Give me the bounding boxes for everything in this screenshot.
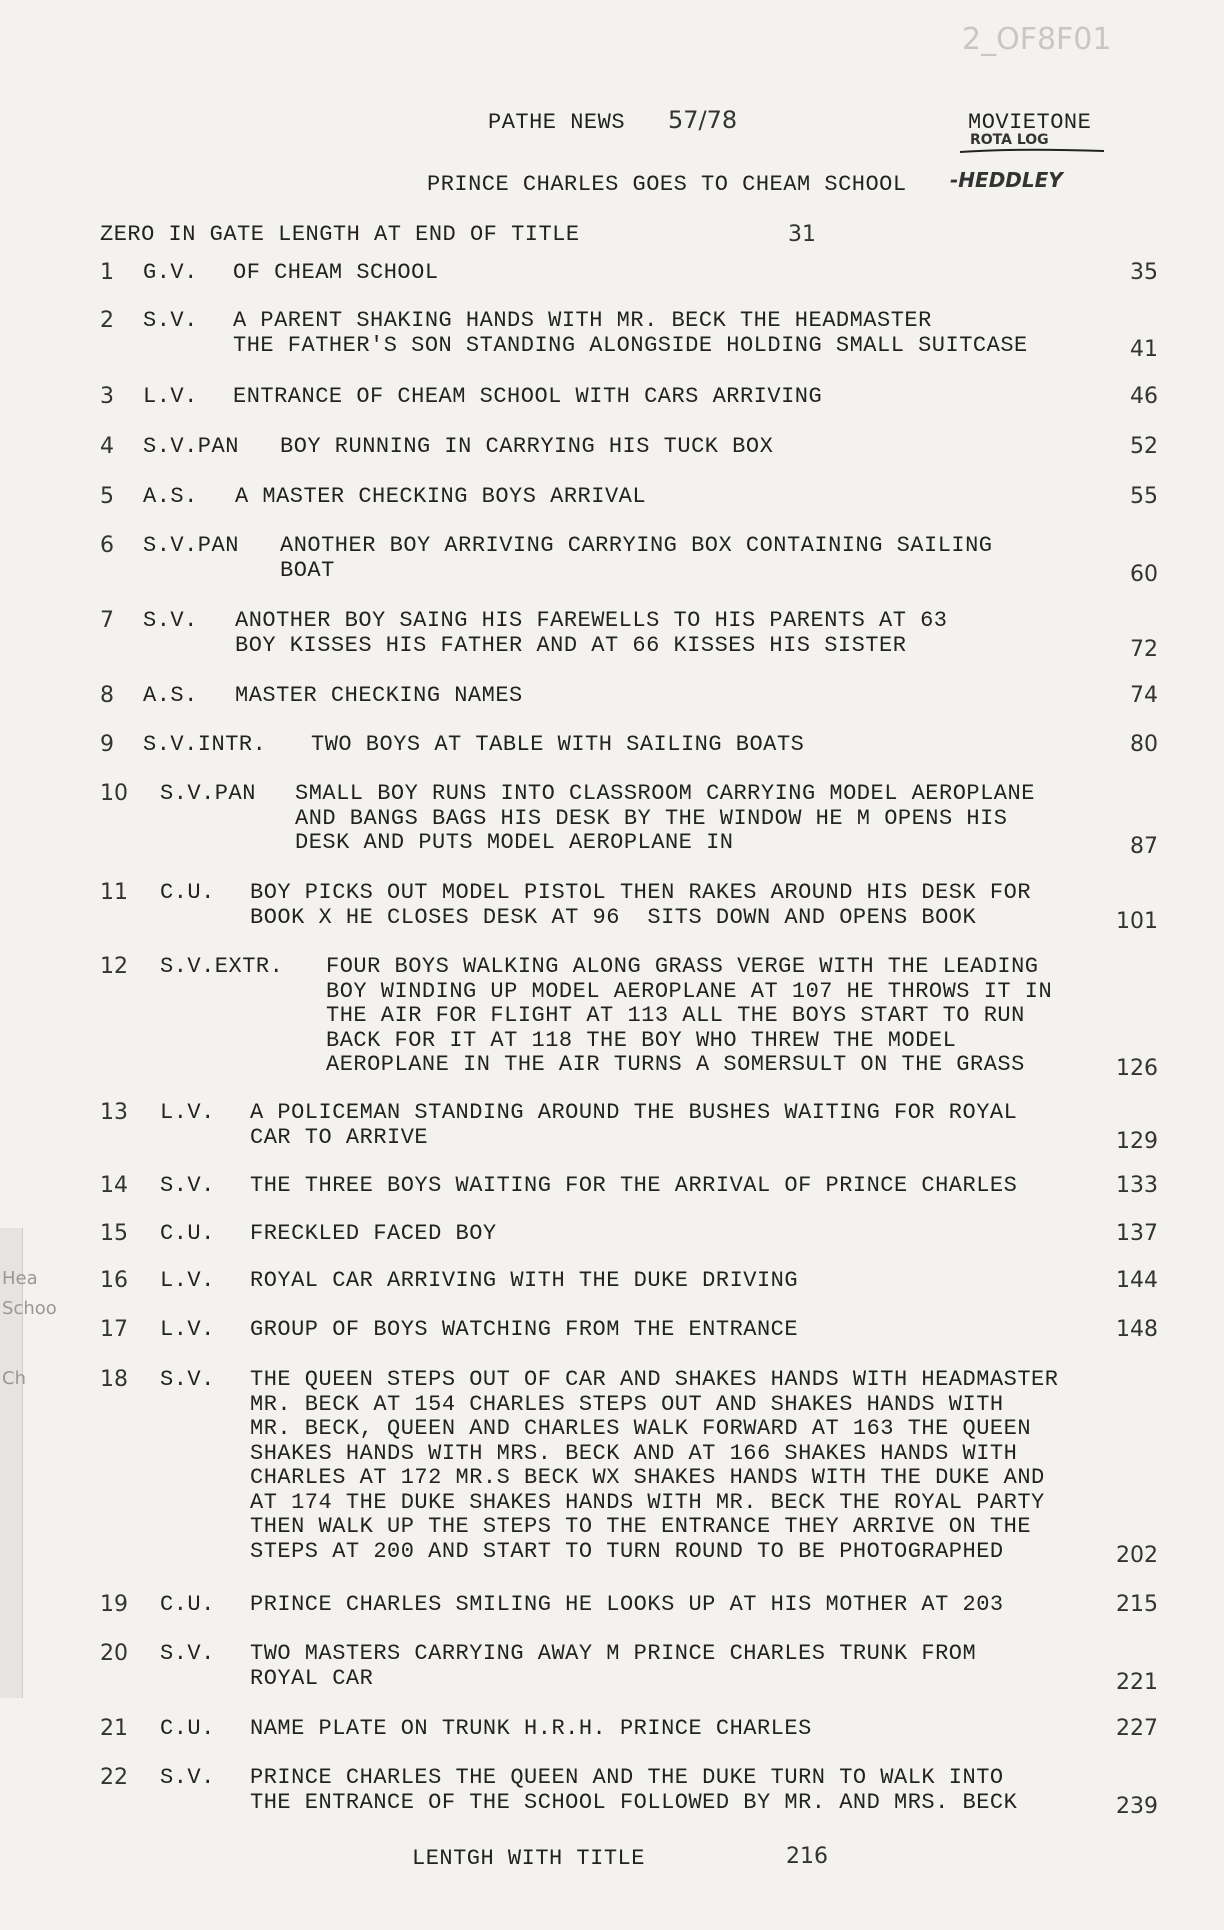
shot-description-line: TWO BOYS AT TABLE WITH SAILING BOATS — [311, 732, 805, 757]
margin-note: Ch — [2, 1368, 26, 1389]
shot-number: 11 — [100, 880, 128, 905]
shot-end-footage: 129 — [1116, 1128, 1158, 1154]
shot-code: G.V. — [143, 260, 198, 285]
shot-end-footage: 60 — [1130, 561, 1158, 587]
shot-code: S.V. — [160, 1173, 215, 1198]
shot-code: S.V.PAN — [143, 533, 239, 558]
shot-description-line: CHARLES AT 172 MR.S BECK WX SHAKES HANDS WITH THE DUKE AND — [250, 1465, 1045, 1490]
shot-code: L.V. — [160, 1317, 215, 1342]
shot-number: 3 — [100, 384, 114, 409]
shot-end-footage: 72 — [1130, 636, 1158, 662]
shot-end-footage: 52 — [1130, 434, 1158, 459]
shot-description-line: ENTRANCE OF CHEAM SCHOOL WITH CARS ARRIVING — [233, 384, 823, 409]
handwritten-name: -HEDDLEY — [950, 168, 1063, 192]
shot-code: S.V. — [160, 1765, 215, 1790]
shot-end-footage: 87 — [1130, 834, 1158, 859]
shot-number: 8 — [100, 683, 114, 708]
shot-end-footage: 55 — [1130, 484, 1158, 509]
header-news: PATHE NEWS — [488, 110, 626, 135]
shot-end-footage: 137 — [1116, 1221, 1158, 1246]
shot-description-line: AT 174 THE DUKE SHAKES HANDS WITH MR. BECK THE ROYAL PARTY — [250, 1489, 1045, 1515]
shot-code: C.U. — [160, 880, 215, 905]
shot-end-footage: 41 — [1130, 336, 1158, 362]
underline-stroke — [958, 146, 1108, 156]
shot-description-line: TWO MASTERS CARRYING AWAY M PRINCE CHARLES TRUNK FROM — [250, 1641, 977, 1666]
shot-description-line: ANOTHER BOY SAING HIS FAREWELLS TO HIS PARENTS AT 63 — [235, 608, 948, 633]
shot-code: S.V.INTR. — [143, 732, 267, 757]
footer-value: 216 — [786, 1844, 828, 1869]
shot-description-line: ROYAL CAR — [250, 1665, 374, 1691]
shot-code: L.V. — [160, 1268, 215, 1293]
shot-description-line: STEPS AT 200 AND START TO TURN ROUND TO BE PHOTOGRAPHED — [250, 1538, 1004, 1564]
shot-end-footage: 133 — [1116, 1173, 1158, 1198]
attached-paper-strip — [0, 1228, 57, 1698]
archive-reference: 2_OF8F01 — [962, 22, 1112, 57]
shot-description-line: A MASTER CHECKING BOYS ARRIVAL — [235, 484, 647, 509]
shot-description-line: THE QUEEN STEPS OUT OF CAR AND SHAKES HANDS WITH HEADMASTER — [250, 1367, 1059, 1392]
shot-description-line: SHAKES HANDS WITH MRS. BECK AND AT 166 SHAKES HANDS WITH — [250, 1440, 1018, 1466]
shot-number: 18 — [100, 1367, 128, 1392]
shot-end-footage: 46 — [1130, 384, 1158, 409]
shot-description-line: CAR TO ARRIVE — [250, 1124, 429, 1150]
shot-description-line: BOAT — [280, 557, 335, 583]
shot-description-line: AND BANGS BAGS HIS DESK BY THE WINDOW HE M OPENS HIS — [295, 805, 1008, 831]
shot-number: 19 — [100, 1592, 128, 1617]
shot-number: 2 — [100, 308, 114, 333]
shot-code: S.V.EXTR. — [160, 954, 284, 979]
shot-number: 9 — [100, 732, 114, 757]
shot-description-line: THE AIR FOR FLIGHT AT 113 ALL THE BOYS START TO RUN — [326, 1003, 1025, 1028]
margin-note: Hea — [2, 1268, 38, 1289]
shot-number: 17 — [100, 1317, 128, 1342]
shot-description-line: BOOK X HE CLOSES DESK AT 96 SITS DOWN AND OPENS BOOK — [250, 904, 977, 930]
shot-number: 22 — [100, 1765, 128, 1790]
shot-end-footage: 215 — [1116, 1592, 1158, 1617]
shot-code: S.V. — [143, 608, 198, 633]
shot-number: 14 — [100, 1173, 128, 1198]
header-rota: ROTA LOG — [970, 132, 1049, 148]
shot-description-line: THE ENTRANCE OF THE SCHOOL FOLLOWED BY MR. AND MRS. BECK — [250, 1789, 1018, 1815]
shot-description-line: FOUR BOYS WALKING ALONG GRASS VERGE WITH THE LEADING — [326, 954, 1039, 979]
shot-code: L.V. — [143, 384, 198, 409]
shot-description-line: A PARENT SHAKING HANDS WITH MR. BECK THE HEADMASTER — [233, 308, 932, 333]
shot-number: 7 — [100, 608, 114, 633]
shot-number: 10 — [100, 781, 128, 806]
shot-description-line: THE FATHER'S SON STANDING ALONGSIDE HOLDING SMALL SUITCASE — [233, 332, 1028, 358]
shot-number: 21 — [100, 1716, 128, 1741]
shot-end-footage: 126 — [1116, 1056, 1158, 1081]
shot-end-footage: 74 — [1130, 683, 1158, 708]
shot-description-line: MASTER CHECKING NAMES — [235, 683, 523, 708]
margin-note: Schoo — [2, 1298, 57, 1319]
shot-number: 20 — [100, 1641, 128, 1666]
shot-number: 12 — [100, 954, 128, 979]
shot-description-line: MR. BECK AT 154 CHARLES STEPS OUT AND SHAKES HANDS WITH — [250, 1391, 1004, 1417]
shot-description-line: GROUP OF BOYS WATCHING FROM THE ENTRANCE — [250, 1317, 799, 1342]
shot-code: S.V. — [143, 308, 198, 333]
shot-code: A.S. — [143, 683, 198, 708]
footer-label: LENTGH WITH TITLE — [412, 1846, 645, 1871]
document-title: PRINCE CHARLES GOES TO CHEAM SCHOOL — [427, 172, 907, 197]
shot-end-footage: 227 — [1116, 1716, 1158, 1741]
shot-description-line: PRINCE CHARLES SMILING HE LOOKS UP AT HIS MOTHER AT 203 — [250, 1592, 1004, 1617]
shot-description-line: DESK AND PUTS MODEL AEROPLANE IN — [295, 830, 734, 855]
shot-code: C.U. — [160, 1716, 215, 1741]
shot-end-footage: 101 — [1116, 908, 1158, 934]
header-movietone: MOVIETONE — [968, 110, 1092, 135]
shot-description-line: THEN WALK UP THE STEPS TO THE ENTRANCE THEY ARRIVE ON THE — [250, 1514, 1032, 1539]
shot-description-line: THE THREE BOYS WAITING FOR THE ARRIVAL OF PRINCE CHARLES — [250, 1173, 1018, 1198]
shot-code: S.V. — [160, 1641, 215, 1666]
shot-code: S.V.PAN — [143, 434, 239, 459]
shot-end-footage: 35 — [1130, 260, 1158, 285]
shot-number: 15 — [100, 1221, 128, 1246]
shot-code: S.V.PAN — [160, 781, 256, 806]
shot-description-line: FRECKLED FACED BOY — [250, 1221, 497, 1246]
shot-description-line: ANOTHER BOY ARRIVING CARRYING BOX CONTAINING SAILING — [280, 533, 993, 558]
shot-description-line: PRINCE CHARLES THE QUEEN AND THE DUKE TURN TO WALK INTO — [250, 1765, 1004, 1790]
shot-number: 13 — [100, 1100, 128, 1125]
shot-description-line: SMALL BOY RUNS INTO CLASSROOM CARRYING MODEL AEROPLANE — [295, 781, 1035, 806]
shot-end-footage: 239 — [1116, 1793, 1158, 1819]
shot-description-line: MR. BECK, QUEEN AND CHARLES WALK FORWARD AT 163 THE QUEEN — [250, 1416, 1032, 1441]
shot-description-line: A POLICEMAN STANDING AROUND THE BUSHES WAITING FOR ROYAL — [250, 1100, 1018, 1125]
shot-number: 6 — [100, 533, 114, 558]
shot-description-line: BOY WINDING UP MODEL AEROPLANE AT 107 HE THROWS IT IN — [326, 978, 1053, 1004]
zero-value: 31 — [788, 222, 816, 247]
shot-end-footage: 144 — [1116, 1268, 1158, 1293]
shot-number: 1 — [100, 260, 114, 285]
shot-number: 16 — [100, 1268, 128, 1293]
shot-description-line: ROYAL CAR ARRIVING WITH THE DUKE DRIVING — [250, 1268, 799, 1293]
shot-description-line: BOY KISSES HIS FATHER AND AT 66 KISSES HIS SISTER — [235, 632, 907, 658]
header-number: 57/78 — [668, 106, 738, 134]
shot-code: C.U. — [160, 1221, 215, 1246]
shot-description-line: NAME PLATE ON TRUNK H.R.H. PRINCE CHARLES — [250, 1716, 812, 1741]
shot-code: L.V. — [160, 1100, 215, 1125]
shot-description-line: BOY PICKS OUT MODEL PISTOL THEN RAKES AROUND HIS DESK FOR — [250, 880, 1032, 905]
shot-description-line: AEROPLANE IN THE AIR TURNS A SOMERSULT ON THE GRASS — [326, 1052, 1025, 1077]
shot-end-footage: 148 — [1116, 1317, 1158, 1342]
zero-line: ZERO IN GATE LENGTH AT END OF TITLE — [100, 222, 580, 247]
shot-description-line: BOY RUNNING IN CARRYING HIS TUCK BOX — [280, 434, 774, 459]
shot-end-footage: 80 — [1130, 732, 1158, 757]
shot-number: 5 — [100, 484, 114, 509]
shot-code: A.S. — [143, 484, 198, 509]
shot-end-footage: 221 — [1116, 1669, 1158, 1695]
shot-code: S.V. — [160, 1367, 215, 1392]
shot-description-line: OF CHEAM SCHOOL — [233, 260, 439, 285]
shot-description-line: BACK FOR IT AT 118 THE BOY WHO THREW THE MODEL — [326, 1027, 957, 1053]
shot-code: C.U. — [160, 1592, 215, 1617]
shot-number: 4 — [100, 434, 114, 459]
shot-end-footage: 202 — [1116, 1542, 1158, 1568]
